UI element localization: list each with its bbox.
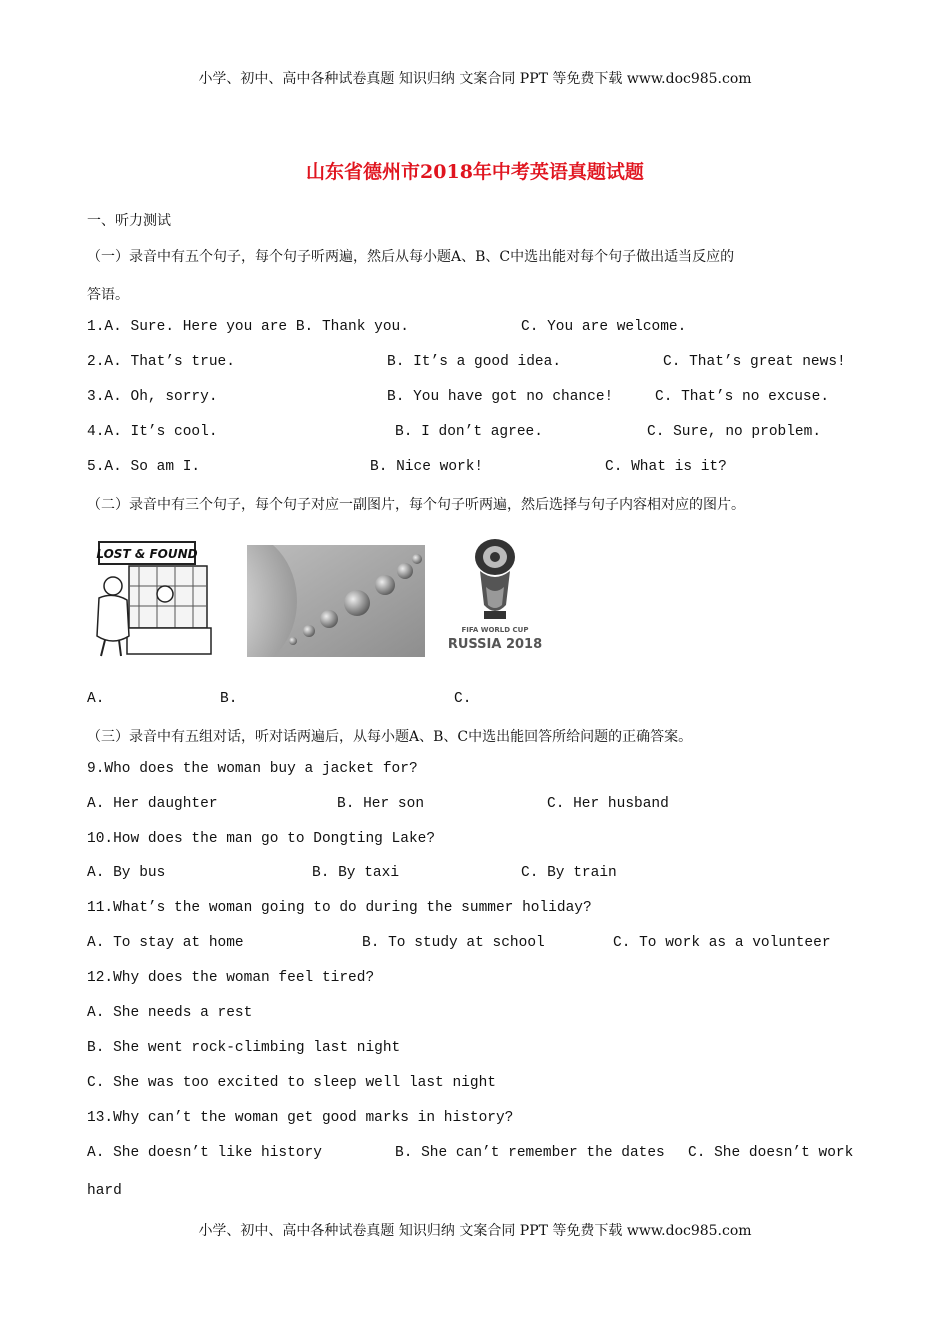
q4-option-b: B. I don’t agree. — [395, 424, 543, 440]
section-heading: 一、听力测试 — [87, 213, 171, 229]
q11-option-c: C. To work as a volunteer — [613, 935, 831, 951]
q3-option-a: 3.A. Oh, sorry. — [87, 389, 218, 405]
question-12: 12.Why does the woman feel tired? — [87, 970, 375, 986]
q12-option-b: B. She went rock-climbing last night — [87, 1040, 401, 1056]
page-footer: 小学、初中、高中各种试卷真题 知识归纳 文案合同 PPT 等免费下载 www.doc985.com — [198, 1223, 752, 1239]
q13-option-c: C. She doesn’t work — [688, 1145, 854, 1161]
q12-option-a: A. She needs a rest — [87, 1005, 253, 1021]
picture-label-b: B. — [220, 691, 238, 707]
q3-option-b: B. You have got no chance! — [387, 389, 614, 405]
picture-lost-and-found — [87, 536, 217, 665]
question-9: 9.Who does the woman buy a jacket for? — [87, 761, 418, 777]
page-title: 山东省德州市2018年中考英语真题试题 — [306, 161, 644, 183]
q10-option-c: C. By train — [521, 865, 617, 881]
q3-option-c: C. That’s no excuse. — [655, 389, 830, 405]
part2-instructions: （二）录音中有三个句子，每个句子对应一副图片，每个句子听两遍，然后选择与句子内容相对应的图片。 — [87, 497, 745, 513]
question-11: 11.What’s the woman going to do during the summer holiday? — [87, 900, 592, 916]
q4-option-c: C. Sure, no problem. — [647, 424, 822, 440]
q2-option-a: 2.A. That’s true. — [87, 354, 235, 370]
q10-option-b: B. By taxi — [312, 865, 400, 881]
q2-option-b: B. It’s a good idea. — [387, 354, 562, 370]
part3-instructions: （三）录音中有五组对话，听对话两遍后，从每小题A、B、C中选出能回答所给问题的正确答案。 — [87, 729, 693, 745]
q1-option-c: C. You are welcome. — [521, 319, 687, 335]
q9-option-a: A. Her daughter — [87, 796, 218, 812]
question-13: 13.Why can’t the woman get good marks in history? — [87, 1110, 514, 1126]
q13-option-a: A. She doesn’t like history — [87, 1145, 322, 1161]
picture-label-a: A. — [87, 691, 105, 707]
picture-label-c: C. — [454, 691, 472, 707]
q5-option-b: B. Nice work! — [370, 459, 484, 475]
q11-option-b: B. To study at school — [362, 935, 545, 951]
fifa-logo-top-text: FIFA WORLD CUP — [461, 626, 529, 634]
part1-instructions-cont: 答语。 — [87, 287, 129, 303]
part1-instructions: （一）录音中有五个句子，每个句子听两遍，然后从每小题A、B、C中选出能对每个句子做出适当反应的 — [87, 249, 735, 265]
q13-option-b: B. She can’t remember the dates — [395, 1145, 665, 1161]
q13-option-c-cont: hard — [87, 1183, 122, 1199]
q2-option-c: C. That’s great news! — [663, 354, 846, 370]
q5-option-a: 5.A. So am I. — [87, 459, 201, 475]
q1-option-ab: 1.A. Sure. Here you are B. Thank you. — [87, 319, 409, 335]
q9-option-c: C. Her husband — [547, 796, 669, 812]
lost-found-sign-text: LOST & FOUND — [96, 547, 198, 561]
q12-option-c: C. She was too excited to sleep well last night — [87, 1075, 496, 1091]
picture-solar-system — [247, 545, 425, 661]
q5-option-c: C. What is it? — [605, 459, 727, 475]
q4-option-a: 4.A. It’s cool. — [87, 424, 218, 440]
q9-option-b: B. Her son — [337, 796, 425, 812]
page-header: 小学、初中、高中各种试卷真题 知识归纳 文案合同 PPT 等免费下载 www.doc985.com — [198, 71, 752, 87]
q10-option-a: A. By bus — [87, 865, 166, 881]
q11-option-a: A. To stay at home — [87, 935, 244, 951]
picture-fifa-world-cup-logo — [440, 535, 550, 664]
question-10: 10.How does the man go to Dongting Lake? — [87, 831, 436, 847]
fifa-logo-bottom-text: RUSSIA 2018 — [447, 637, 543, 652]
